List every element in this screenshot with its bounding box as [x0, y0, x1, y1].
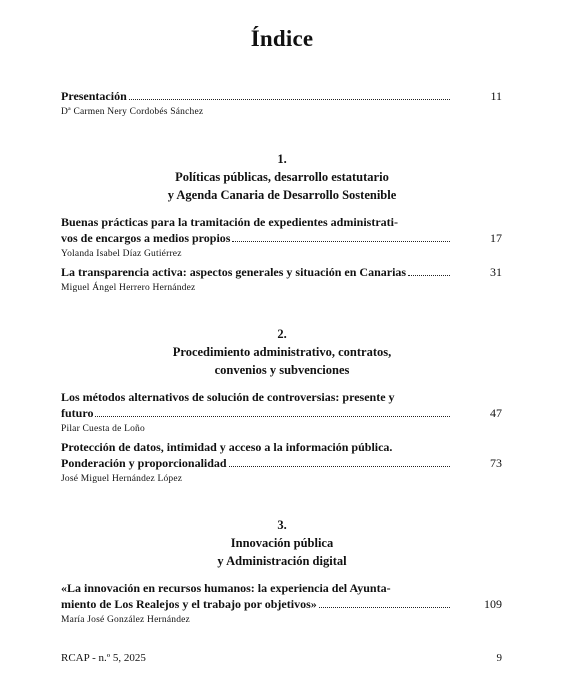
entry-title-line: Ponderación y proporcionalidad — [61, 456, 227, 470]
section-title-line: convenios y subvenciones — [214, 363, 350, 377]
entry-author: Pilar Cuesta de Loño — [61, 424, 145, 434]
page-title: Índice — [250, 26, 314, 51]
entry-title-line: vos de encargos a medios propios — [61, 231, 231, 245]
footer-page-number: 9 — [496, 652, 502, 664]
leader-dots — [229, 466, 450, 467]
section-title-line: Procedimiento administrativo, contratos, — [172, 345, 392, 359]
leader-dots — [319, 607, 450, 608]
page-number: 47 — [490, 406, 502, 420]
section-number: 1. — [277, 152, 287, 166]
page-number: 31 — [490, 265, 502, 279]
leader-dots — [232, 241, 450, 242]
entry-title-line: Protección de datos, intimidad y acceso a la información pública. — [61, 440, 393, 454]
leader-dots — [408, 275, 450, 276]
footer-journal: RCAP - n.º 5, 2025 — [61, 652, 146, 664]
entry-author: Miguel Ángel Herrero Hernández — [61, 283, 196, 293]
page-number: 109 — [484, 597, 502, 611]
entry-author: Dª Carmen Nery Cordobés Sánchez — [61, 107, 204, 117]
section-title-line: Políticas públicas, desarrollo estatutario — [175, 170, 389, 184]
page-number: 73 — [490, 456, 502, 470]
section-heading-3 — [0, 516, 564, 570]
entry-title-line: La transparencia activa: aspectos generales y situación en Canarias — [61, 265, 407, 279]
toc-entry-presentation[interactable] — [61, 88, 502, 119]
entry-title-line: Los métodos alternativos de solución de controversias: presente y — [61, 390, 395, 404]
toc-entry[interactable] — [61, 214, 502, 261]
section-number: 3. — [277, 518, 287, 532]
entry-title-line: «La innovación en recursos humanos: la experiencia del Ayunta- — [61, 581, 391, 595]
entry-title-line: Buenas prácticas para la tramitación de expedientes administrati- — [61, 215, 398, 229]
entry-title: Presentación — [61, 89, 127, 103]
entry-title-line: futuro — [61, 406, 94, 420]
toc-entry[interactable] — [61, 439, 502, 486]
section-number: 2. — [277, 327, 287, 341]
leader-dots — [95, 416, 450, 417]
toc-entry[interactable] — [61, 264, 502, 295]
section-title-line: Innovación pública — [230, 536, 334, 550]
toc-entry[interactable] — [61, 580, 502, 627]
entry-author: Yolanda Isabel Díaz Gutiérrez — [61, 249, 182, 259]
page-number: 17 — [490, 231, 502, 245]
section-heading-1 — [0, 150, 564, 204]
section-heading-2 — [0, 325, 564, 379]
entry-title-line: miento de Los Realejos y el trabajo por objetivos» — [61, 597, 317, 611]
page-number: 11 — [490, 89, 502, 103]
entry-author: José Miguel Hernández López — [61, 474, 183, 484]
section-title-line: y Administración digital — [217, 554, 347, 568]
toc-entry[interactable] — [61, 389, 502, 436]
entry-author: María José González Hernández — [61, 615, 190, 625]
leader-dots — [129, 99, 450, 100]
section-title-line: y Agenda Canaria de Desarrollo Sostenible — [167, 188, 397, 202]
